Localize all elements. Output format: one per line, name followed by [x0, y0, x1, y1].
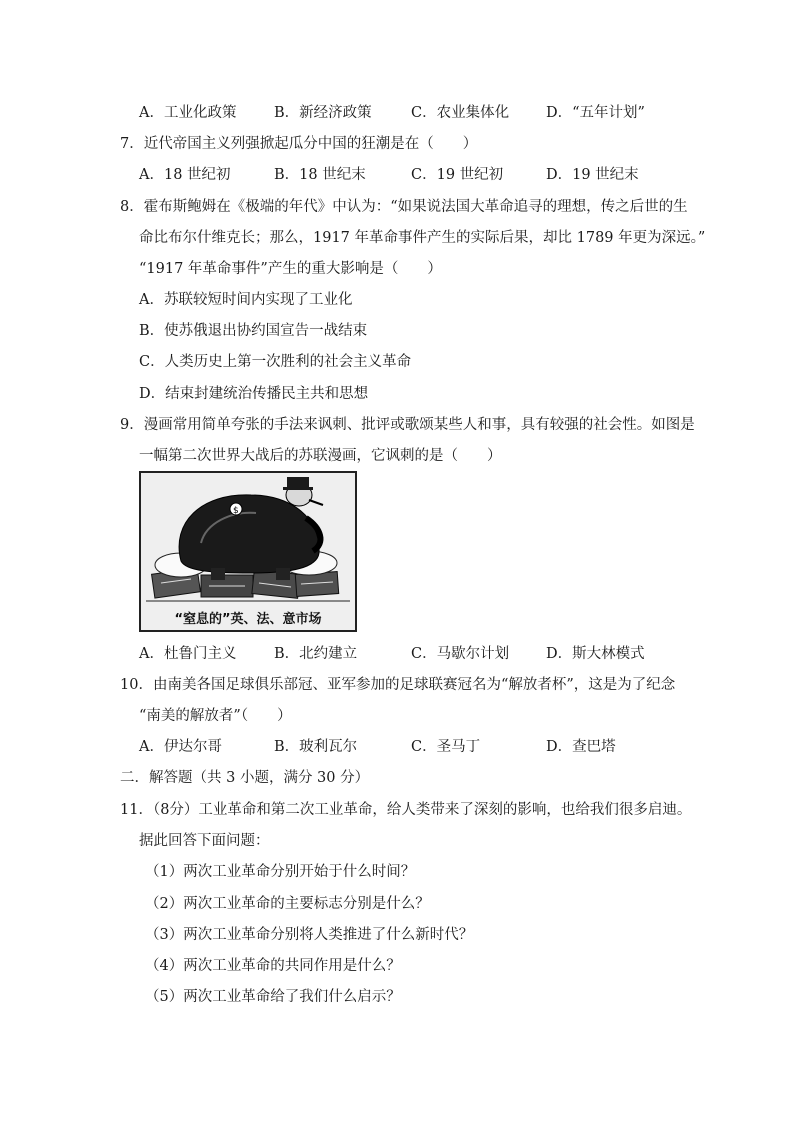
- q10-option-d: D．查巴塔: [546, 739, 616, 755]
- q9-option-a: A．杜鲁门主义: [139, 646, 237, 662]
- q8-stem-line3: “1917 年革命事件”产生的重大影响是（ ）: [139, 261, 442, 277]
- cartoon-caption: “窒息的”英、法、意市场: [174, 612, 322, 627]
- q9-option-d: D．斯大林模式: [546, 646, 645, 662]
- svg-text:$: $: [233, 506, 239, 516]
- q7-stem: 7．近代帝国主义列强掀起瓜分中国的狂潮是在（ ）: [120, 136, 478, 152]
- q10-stem-line1: 10．由南美各国足球俱乐部冠、亚军参加的足球联赛冠名为“解放者杯”，这是为了纪念: [120, 677, 676, 693]
- q11-sub-2: （2）两次工业革命的主要标志分别是什么？: [145, 896, 430, 912]
- q7-option-b: B．18 世纪末: [274, 167, 366, 183]
- q7-option-d: D．19 世纪末: [546, 167, 639, 183]
- soviet-cartoon-image: [139, 471, 357, 632]
- q9-stem-line2: 一幅第二次世界大战后的苏联漫画，它讽刺的是（ ）: [139, 448, 502, 464]
- q6-option-c: C．农业集体化: [411, 105, 510, 121]
- q10-option-b: B．玻利瓦尔: [274, 739, 358, 755]
- q8-option-c: C．人类历史上第一次胜利的社会主义革命: [139, 354, 412, 370]
- q8-option-b: B．使苏俄退出协约国宣告一战结束: [139, 323, 368, 339]
- q10-stem-line2: “南美的解放者”（ ）: [139, 708, 292, 724]
- section-2-title: 二．解答题（共 3 小题，满分 30 分）: [120, 770, 370, 786]
- q6-option-b: B．新经济政策: [274, 105, 372, 121]
- q6-option-a: A．工业化政策: [139, 105, 237, 121]
- q11-stem-line2: 据此回答下面问题：: [139, 833, 270, 849]
- q8-option-d: D．结束封建统治传播民主共和思想: [139, 386, 369, 402]
- q10-option-c: C．圣马丁: [411, 739, 481, 755]
- q8-option-a: A．苏联较短时间内实现了工业化: [139, 292, 353, 308]
- q7-option-c: C．19 世纪初: [411, 167, 504, 183]
- q9-stem-line1: 9．漫画常用简单夸张的手法来讽刺、批评或歌颂某些人和事，具有较强的社会性。如图是: [120, 417, 695, 433]
- q11-sub-1: （1）两次工业革命分别开始于什么时间？: [145, 864, 416, 880]
- q7-option-a: A．18 世纪初: [139, 167, 231, 183]
- q9-option-c: C．马歇尔计划: [411, 646, 510, 662]
- q11-sub-3: （3）两次工业革命分别将人类推进了什么新时代？: [145, 927, 474, 943]
- q10-option-a: A．伊达尔哥: [139, 739, 222, 755]
- q6-option-d: D．“五年计划”: [546, 105, 645, 121]
- q11-sub-5: （5）两次工业革命给了我们什么启示？: [145, 989, 401, 1005]
- q11-sub-4: （4）两次工业革命的共同作用是什么？: [145, 958, 401, 974]
- q9-option-b: B．北约建立: [274, 646, 358, 662]
- q8-stem-line1: 8．霍布斯鲍姆在《极端的年代》中认为：“如果说法国大革命追寻的理想，传之后世的生: [120, 199, 688, 215]
- q11-stem-line1: 11．（8分）工业革命和第二次工业革命，给人类带来了深刻的影响，也给我们很多启迪。: [120, 802, 692, 818]
- q8-stem-line2: 命比布尔什维克长；那么，1917 年革命事件产生的实际后果，却比 1789 年更为深远。”: [139, 230, 706, 246]
- cartoon-drawing: [141, 473, 355, 630]
